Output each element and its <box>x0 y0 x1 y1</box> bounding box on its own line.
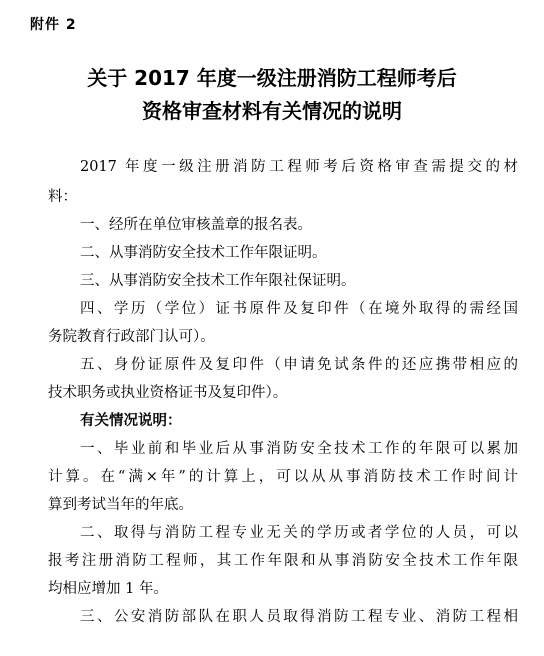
document-title-line-2: 资格审查材料有关情况的说明 <box>142 99 402 123</box>
document-title-line-1: 关于 2017 年度一级注册消防工程师考后 <box>87 66 457 90</box>
material-item-2: 二、从事消防安全技术工作年限证明。 <box>80 245 327 261</box>
material-item-4-line-2: 务院教育行政部门认可）。 <box>48 329 215 345</box>
material-item-5-line-2: 技术职务或执业资格证书及复印件）。 <box>48 385 288 401</box>
material-item-3: 三、从事消防安全技术工作年限社保证明。 <box>80 273 356 289</box>
note-2-line-3: 均相应增加 1 年。 <box>48 581 168 597</box>
note-1-line-3: 算到考试当年的年底。 <box>48 497 193 513</box>
material-item-4-line-1: 四、学历（学位）证书原件及复印件（在境外取得的需经国 <box>80 301 518 317</box>
notes-heading: 有关情况说明： <box>80 413 182 429</box>
intro-paragraph-line-2: 料： <box>48 189 77 205</box>
note-2-line-2: 报考注册消防工程师，其工作年限和从事消防安全技术工作年限 <box>48 553 518 569</box>
note-3-line-1: 三、公安消防部队在职人员取得消防工程专业、消防工程相 <box>80 609 518 625</box>
note-2-line-1: 二、取得与消防工程专业无关的学历或者学位的人员，可以 <box>80 525 518 541</box>
material-item-1: 一、经所在单位审核盖章的报名表。 <box>80 217 312 233</box>
material-item-5-line-1: 五、身份证原件及复印件（申请免试条件的还应携带相应的 <box>80 357 518 373</box>
note-1-line-2: 计算。在“满×年”的计算上，可以从从事消防技术工作时间计 <box>48 469 518 485</box>
note-1-line-1: 一、毕业前和毕业后从事消防安全技术工作的年限可以累加 <box>80 441 518 457</box>
intro-paragraph-line-1: 2017 年度一级注册消防工程师考后资格审查需提交的材 <box>80 159 518 175</box>
attachment-label: 附件 2 <box>30 17 77 33</box>
